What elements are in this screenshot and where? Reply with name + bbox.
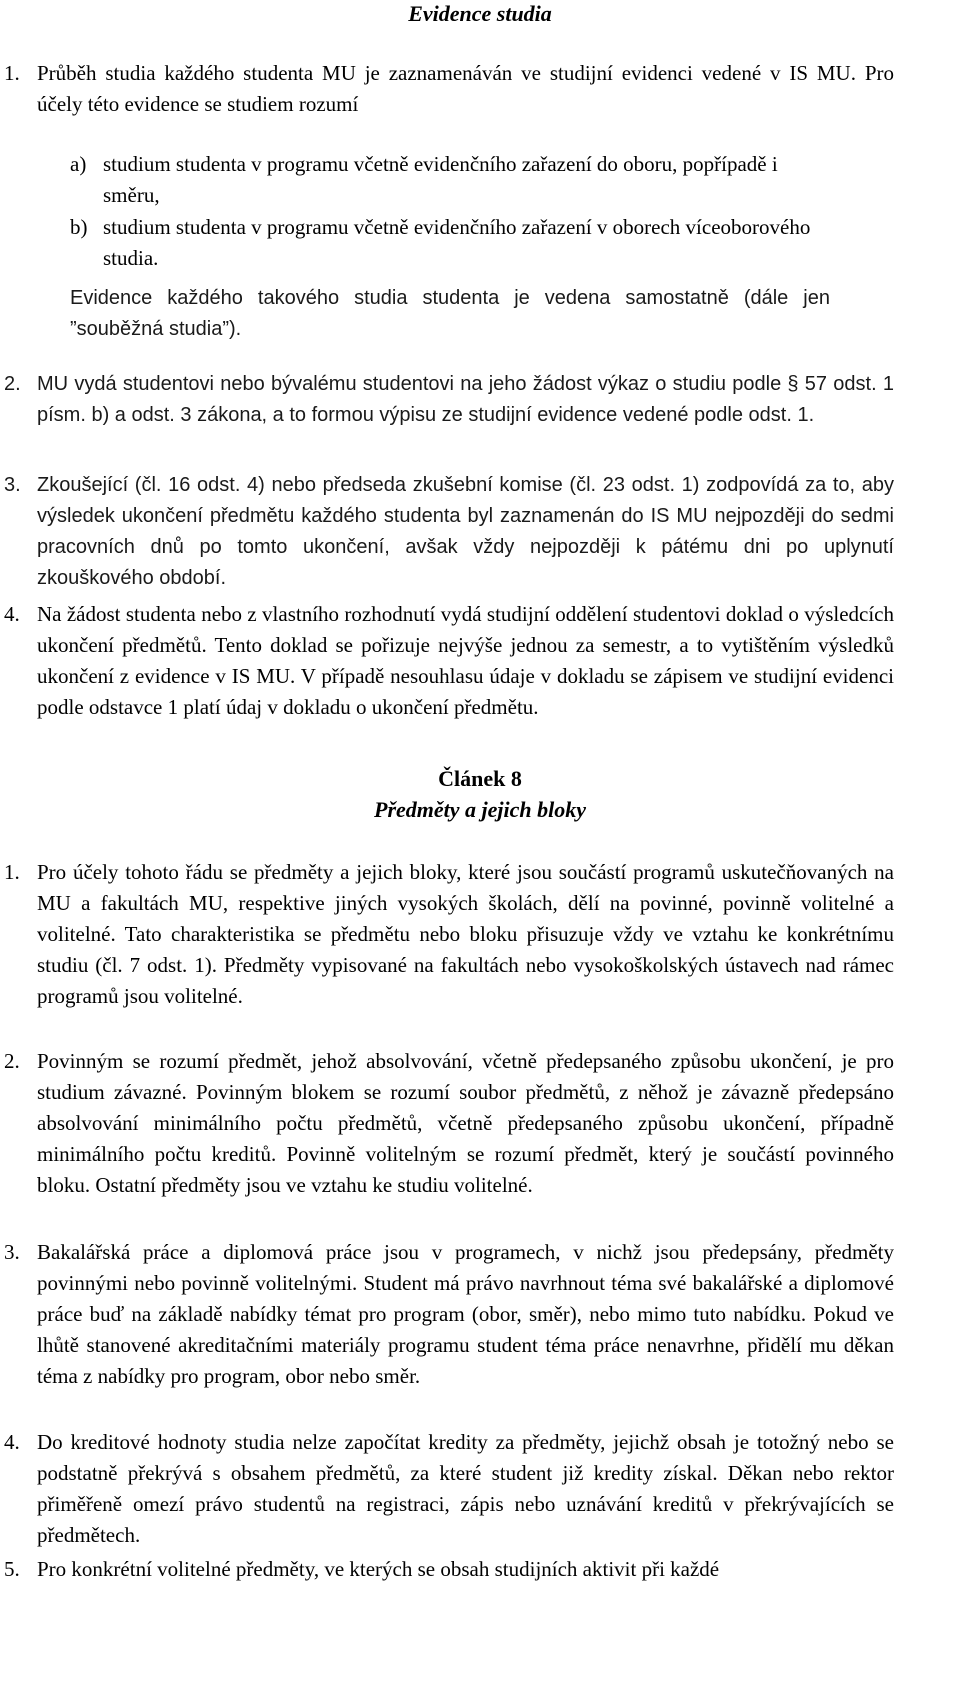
item-number: 5. — [4, 1557, 20, 1581]
sub-item-text: studium studenta v programu včetně evidenčního zařazení do oboru, popřípadě i směru, — [103, 152, 778, 207]
article-title: Předměty a jejich bloky — [374, 797, 586, 822]
article-number: Článek 8 — [438, 766, 522, 791]
item-text: Zkoušející (čl. 16 odst. 4) nebo předseda zkušební komise (čl. 23 odst. 1) zodpovídá za to, aby výsledek ukončení předmětu každého studenta byl zaznamenán do IS MU nejpozději do sedmi pracovních dnů po tomto ukončení, avšak vždy nejpozději k pátému dni po uplynutí zkouškového období. — [37, 474, 894, 589]
item-number: 1. — [4, 61, 20, 85]
item-number: 2. — [4, 373, 21, 395]
item-text: Pro konkrétní volitelné předměty, ve kterých se obsah studijních aktivit při každé — [37, 1557, 720, 1581]
item-text: MU vydá studentovi nebo bývalému studentovi na jeho žádost výkaz o studiu podle § 57 odst. 1 písm. b) a odst. 3 zákona, a to formou výpisu ze studijní evidence vedené podle odst. 1. — [37, 373, 894, 426]
item-text: Do kreditové hodnoty studia nelze započítat kredity za předměty, jejichž obsah je totožný nebo se podstatně překrývá s obsahem předmětů, za které student již kredity získal. Děkan nebo rektor přiměřeně omezí právo studentů na registraci, zápis nebo uznávání kreditů v překrývajících se předmětech. — [37, 1430, 894, 1547]
sub-item-label: b) — [70, 215, 88, 239]
item-number: 2. — [4, 1049, 20, 1073]
item-text: Bakalářská práce a diplomová práce jsou v programech, v nichž jsou předepsány, předměty povinnými nebo povinně volitelnými. Student má právo navrhnout téma své bakalářské a diplomové práce buď na základě nabídky témat pro program (obor, směr), nebo mimo tuto nabídku. Pokud ve lhůtě stanovené akreditačními materiály programu student téma práce nenavrhne, přidělí mu děkan téma z nabídky pro program, obor nebo směr. — [37, 1240, 894, 1388]
section-heading: Evidence studia — [408, 1, 552, 26]
item-number: 3. — [4, 474, 21, 496]
item-text: Průběh studia každého studenta MU je zaznamenáván ve studijní evidenci vedené v IS MU. Pro účely této evidence se studiem rozumí — [37, 61, 894, 116]
concurrent-studies-note: Evidence každého takového studia studenta je vedena samostatně (dále jen ”souběžná studia”). — [70, 287, 830, 340]
item-number: 4. — [4, 1430, 20, 1454]
item-text: Povinným se rozumí předmět, jehož absolvování, včetně předepsaného způsobu ukončení, je pro studium závazné. Povinným blokem se rozumí soubor předmětů, z něhož je závazně předepsáno absolvování minimálního počtu předmětů, včetně předepsaného způsobu ukončení, případně minimálního počtu kreditů. Povinně volitelným se rozumí předmět, který je součástí povinného bloku. Ostatní předměty jsou ve vztahu ke studiu volitelné. — [37, 1049, 894, 1197]
sub-item-label: a) — [70, 152, 87, 176]
item-text: Pro účely tohoto řádu se předměty a jejich bloky, které jsou součástí programů uskutečňovaných na MU a fakultách MU, respektive jiných vysokých školách, dělí na povinné, povinně volitelné a volitelné. Tato charakteristika se předmětu nebo bloku přisuzuje vždy ve vztahu ke konkrétnímu studiu (čl. 7 odst. 1). Předměty vypisované na fakultách nebo vysokoškolských ústavech nad rámec programů jsou volitelné. — [37, 860, 894, 1008]
sub-item-text: studium studenta v programu včetně evidenčního zařazení v oborech víceoborového studia. — [103, 215, 811, 270]
item-text: Na žádost studenta nebo z vlastního rozhodnutí vydá studijní oddělení studentovi doklad o výsledcích ukončení předmětů. Tento doklad se pořizuje nejvýše jednou za semestr, a to vytištěním výsledků ukončení z evidence v IS MU. V případě nesouhlasu údaje v dokladu se zápisem ve studijní evidenci podle odstavce 1 platí údaj v dokladu o ukončení předmětu. — [37, 602, 894, 719]
item-number: 1. — [4, 860, 20, 884]
item-number: 4. — [4, 602, 20, 626]
item-number: 3. — [4, 1240, 20, 1264]
